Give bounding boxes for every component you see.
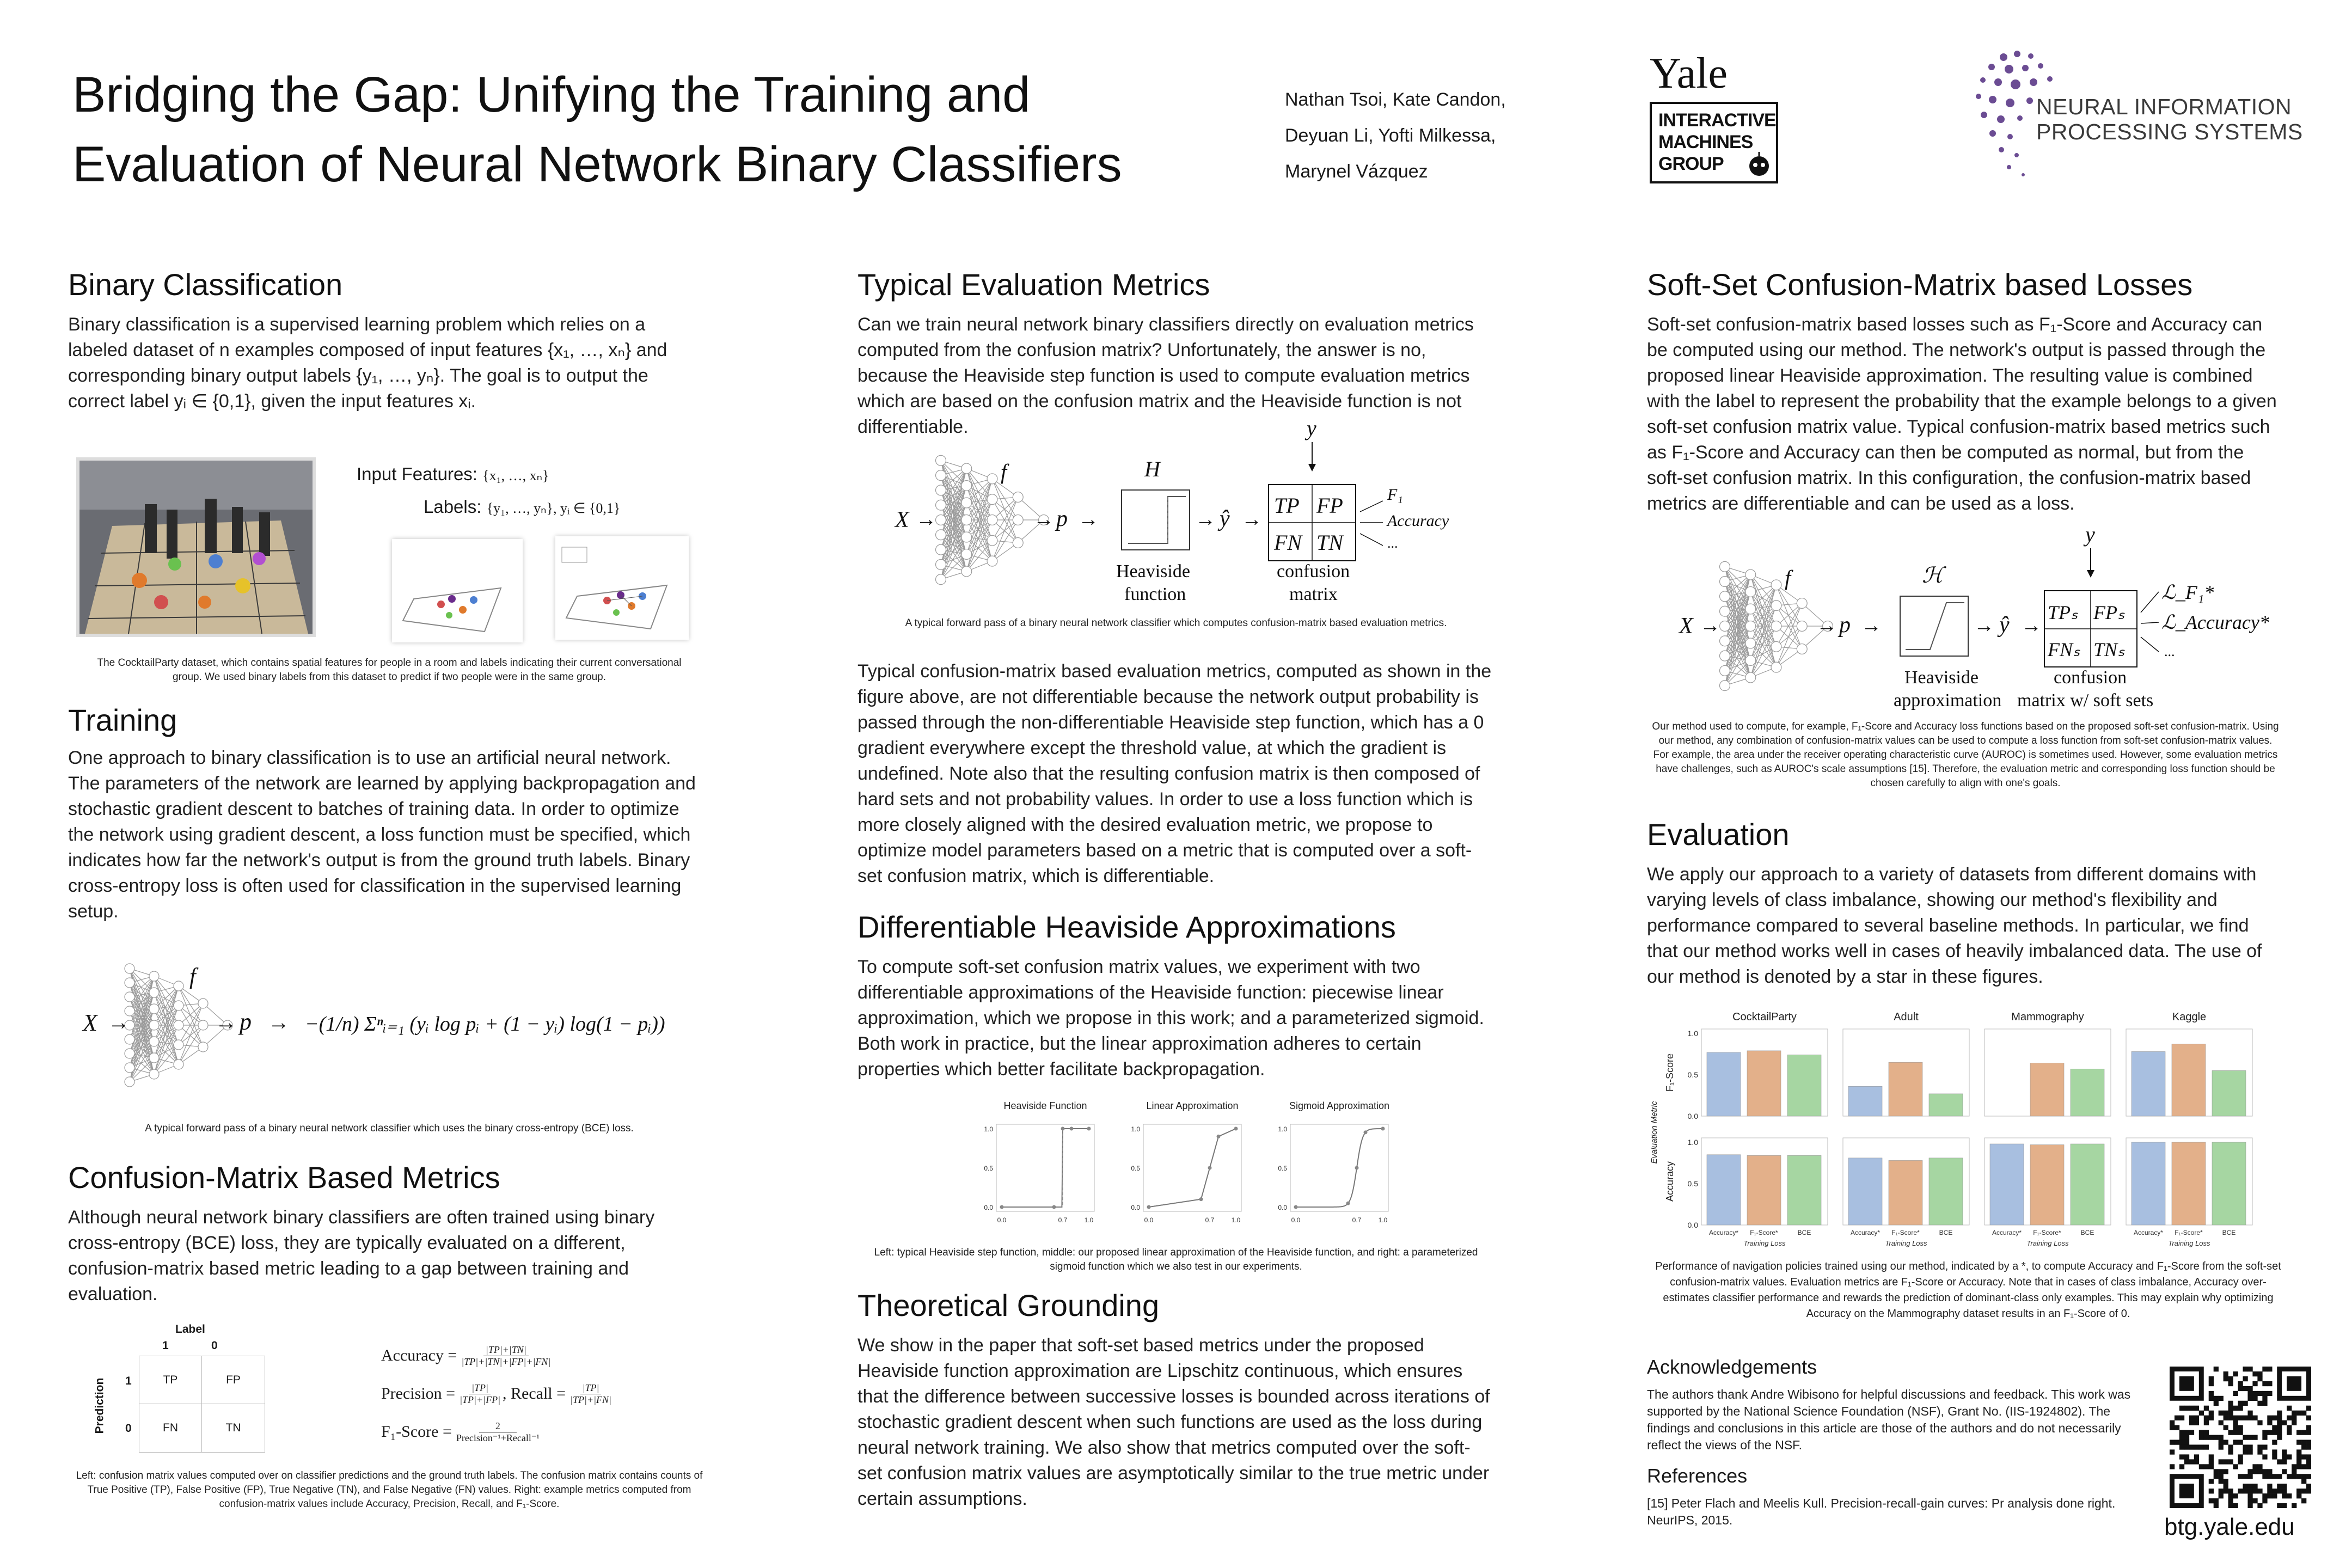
typical-caption: A typical forward pass of a binary neural network classifier which computes confusion-matrix based evaluation metrics. bbox=[905, 617, 1447, 629]
y-tick-label: 0.0 bbox=[984, 1204, 993, 1211]
section-references bbox=[1647, 1465, 2159, 1529]
bar bbox=[2132, 1142, 2165, 1225]
title-line-2: Evaluation of Neural Network Binary Classifiers bbox=[72, 137, 1122, 192]
y-tick-label: 1.0 bbox=[1687, 1029, 1698, 1038]
x-tick-label: 0.0 bbox=[1144, 1216, 1154, 1224]
y-tick-label: 0.0 bbox=[1278, 1204, 1287, 1211]
input-features-math: {x₁, …, xₙ} bbox=[482, 468, 549, 483]
y-tick-label: 0.5 bbox=[1687, 1179, 1698, 1188]
x-tick-label: F₁-Score* bbox=[2175, 1229, 2203, 1236]
input-features-text: Input Features: bbox=[357, 464, 477, 484]
bar bbox=[2030, 1145, 2064, 1225]
x-axis-label: Training Loss bbox=[1743, 1239, 1786, 1247]
training-caption: A typical forward pass of a binary neural network classifier which uses the binary cross-entropy (BCE) loss. bbox=[145, 1123, 634, 1134]
nn-network-icon bbox=[936, 455, 1049, 584]
row-label: Accuracy bbox=[1664, 1161, 1675, 1202]
binary-text: Binary classification is a supervised learning problem which relies on a labeled dataset of n examples composed of input features {x₁, …, xₙ} and corresponding binary output labels {y₁, …, yₙ}. The goal is to output the correct label yᵢ ∈ {0,1}, given the input features xᵢ. bbox=[68, 314, 667, 412]
author-line-3: Marynel Vázquez bbox=[1285, 161, 1428, 182]
recall-num: |TP| bbox=[580, 1382, 602, 1394]
curve-point bbox=[1234, 1127, 1238, 1131]
heaviside-plot-3 bbox=[1278, 1100, 1389, 1224]
training-p-symbol: p bbox=[240, 1008, 252, 1035]
softset-tn: TNₛ bbox=[2093, 639, 2125, 660]
cm-row-0: 0 bbox=[125, 1422, 132, 1435]
typical-tn: TN bbox=[1316, 530, 1343, 555]
bar bbox=[1889, 1160, 1922, 1225]
typical-heaviside-label-2: function bbox=[1124, 584, 1186, 604]
theory-text: We show in the paper that soft-set based metrics under the proposed Heaviside function approximation are Lipschitz continuous, which ensures that the difference between successive losses is bounded across iterations of stochastic gradient descent when such functions are used as the loss during neural network training. We also show that metrics computed over the soft-set confusion matrix values are asymptotically similar to the true metric under certain assumptions. bbox=[857, 1335, 1490, 1509]
binary-heading: Binary Classification bbox=[68, 267, 343, 302]
room-photo-image bbox=[79, 461, 313, 634]
x-tick-label: Accuracy* bbox=[1850, 1229, 1881, 1236]
svg-text:→: → bbox=[1816, 614, 1837, 637]
heaviside-text: To compute soft-set confusion matrix values, we experiment with two differentiable approximations of the Heaviside function: piecewise linear approximation, which we propose in this work; and a parameterized sigmoid. Both work in practice, but the linear approximation adheres to certain properties which better facilitate backpropagation. bbox=[857, 957, 1484, 1080]
training-f-symbol: f bbox=[189, 964, 196, 989]
typical-p-symbol: p bbox=[1056, 506, 1068, 531]
precision-lhs: Precision = bbox=[381, 1385, 456, 1402]
f1-formula bbox=[381, 1413, 686, 1451]
curve-point bbox=[1052, 1205, 1056, 1209]
cm-metrics-caption: Left: confusion matrix values computed over on classifier predictions and the ground truth labels. The confusion matrix contains counts of True Positive (TP), False Positive (FP), True Negative (TN), and False Negative (FN) values. Right: example metrics computed from confusion-matrix values include Accuracy, Precision, Recall, and F₁-Score. bbox=[76, 1470, 703, 1510]
softset-h-symbol: ℋ bbox=[1922, 563, 1944, 587]
x-tick-label: BCE bbox=[2222, 1229, 2236, 1236]
typical-tp: TP bbox=[1274, 493, 1300, 518]
robot-icon bbox=[1745, 151, 1773, 178]
softset-out-acc-loss: ℒ_Accuracy* bbox=[2161, 611, 2269, 633]
heaviside-plot-title: Linear Approximation bbox=[1146, 1100, 1239, 1111]
svg-text:→: → bbox=[1700, 614, 1720, 637]
x-tick-label: 1.0 bbox=[1231, 1216, 1241, 1224]
scatter-thumb-2 bbox=[555, 536, 689, 640]
training-text: One approach to binary classification is to use an artificial neural network. The parameters of the network are learned by applying backpropagation and stochastic gradient descent to batches of training data. In order to optimize the network using gradient descent, a loss function must be specified, which indicates how far the network's output is from the ground truth labels. Binary cross-entropy loss is often used for classification in the supervised learning setup. bbox=[68, 748, 696, 922]
bar bbox=[2030, 1063, 2064, 1116]
curve-point bbox=[1381, 1127, 1385, 1131]
cm-cell-tp: TP bbox=[139, 1356, 202, 1404]
x-tick-label: 1.0 bbox=[1378, 1216, 1388, 1224]
accuracy-den: |TP|+|TN|+|FP|+|FN| bbox=[461, 1356, 551, 1367]
softset-caption: Our method used to compute, for example, F₁-Score and Accuracy loss functions based on the proposed soft-set confusion-matrix. Using our method, any combination of confusion-matrix values can be used to compute a loss function from soft-set confusion-matrix values. For example, the area under the receiver operating characteristic curve (AUROC) is sometimes used. However, some evaluation metrics have challenges, such as AUROC's scale assumptions [15]. Therefore, the evaluation metric and corresponding loss function should be chosen carefully to align with one's goals. bbox=[1652, 721, 2279, 789]
bar bbox=[2071, 1144, 2104, 1225]
x-tick-label: 0.0 bbox=[1291, 1216, 1301, 1224]
y-tick-label: 0.5 bbox=[1278, 1165, 1287, 1172]
x-tick-label: Accuracy* bbox=[2133, 1229, 2164, 1236]
cm-cell-fn: FN bbox=[139, 1404, 202, 1452]
y-tick-label: 0.0 bbox=[1131, 1204, 1140, 1211]
heaviside-heading: Differentiable Heaviside Approximations bbox=[857, 910, 1396, 944]
x-tick-label: BCE bbox=[1797, 1229, 1811, 1236]
qr-code[interactable] bbox=[2170, 1367, 2311, 1508]
curve-point bbox=[1346, 1202, 1350, 1205]
references-text: [15] Peter Flach and Meelis Kull. Precision-recall-gain curves: Pr analysis done right. NeurIPS, 2015. bbox=[1647, 1496, 2116, 1527]
img-box bbox=[1650, 102, 1778, 183]
curve-point bbox=[1061, 1127, 1065, 1131]
y-tick-label: 0.0 bbox=[1687, 1112, 1698, 1120]
neurips-line-1: NEURAL INFORMATION bbox=[2036, 94, 2292, 119]
evaluation-heading: Evaluation bbox=[1647, 817, 1790, 852]
heaviside-plots bbox=[975, 1097, 1432, 1244]
typical-fp: FP bbox=[1316, 493, 1343, 518]
cm-cell-fp: FP bbox=[202, 1356, 265, 1404]
section-theory bbox=[857, 1288, 1494, 1512]
softset-confusion-label-1: confusion bbox=[2054, 667, 2127, 688]
x-tick-label: F₁-Score* bbox=[1750, 1229, 1778, 1236]
softset-heaviside-label-2: approximation bbox=[1894, 690, 2002, 710]
training-heading: Training bbox=[68, 703, 177, 737]
curve-point bbox=[1070, 1127, 1074, 1131]
acknowledgements-text: The authors thank Andre Wibisono for helpful discussions and feedback. This work was supported by the National Science Foundation (NSF), Grant No. (IIS-1924802). The findings and conclusions in this article are those of the authors and do not necessarily reflect the views of the NSF. bbox=[1647, 1387, 2131, 1452]
svg-text:→: → bbox=[268, 1010, 290, 1034]
confusion-matrix-table bbox=[93, 1323, 278, 1470]
x-tick-label: 0.7 bbox=[1205, 1216, 1215, 1224]
bar bbox=[2172, 1142, 2206, 1225]
cm-metrics-text: Although neural network binary classifiers are often trained using binary cross-entropy (BCE) loss, they are typically evaluated on a different, confusion-matrix based metric leading to a gap between training and evaluation. bbox=[68, 1207, 655, 1304]
x-axis-label: Training Loss bbox=[2168, 1239, 2210, 1247]
input-features-label bbox=[357, 464, 549, 485]
section-typical-metrics bbox=[857, 267, 1494, 440]
evaluation-bar-chart bbox=[1647, 1007, 2289, 1258]
bar bbox=[2172, 1044, 2206, 1116]
curve-point bbox=[1087, 1127, 1091, 1131]
cm-prediction-header: Prediction bbox=[93, 1377, 106, 1434]
row-label: F₁-Score bbox=[1664, 1053, 1675, 1092]
plot-frame bbox=[1290, 1124, 1388, 1211]
softset-f-symbol: f bbox=[1785, 566, 1791, 590]
bar bbox=[1848, 1158, 1882, 1225]
bar bbox=[1747, 1155, 1781, 1225]
svg-text:→: → bbox=[1033, 508, 1054, 531]
heaviside-curve bbox=[1149, 1129, 1236, 1207]
typical-heading: Typical Evaluation Metrics bbox=[857, 267, 1210, 302]
typical-diagram bbox=[893, 419, 1492, 610]
curve-point bbox=[1217, 1135, 1221, 1138]
y-tick-label: 1.0 bbox=[1687, 1138, 1698, 1147]
heaviside-curve bbox=[1296, 1129, 1383, 1207]
svg-text:→: → bbox=[108, 1010, 130, 1034]
y-tick-label: 1.0 bbox=[1278, 1125, 1287, 1133]
bar bbox=[1929, 1094, 1963, 1116]
qr-code-image[interactable] bbox=[2170, 1367, 2311, 1508]
y-tick-label: 0.5 bbox=[1131, 1165, 1140, 1172]
softset-x-symbol: X bbox=[1679, 614, 1693, 639]
binary-caption: The CocktailParty dataset, which contains spatial features for people in a room and labels indicating their current conversational group. We used binary labels from this dataset to predict if two people were in the same group. bbox=[97, 657, 682, 683]
section-evaluation bbox=[1647, 817, 2284, 990]
recall-den: |TP|+|FN| bbox=[570, 1394, 612, 1405]
curve-point bbox=[1364, 1130, 1368, 1134]
x-tick-label: 0.0 bbox=[997, 1216, 1007, 1224]
theory-heading: Theoretical Grounding bbox=[857, 1288, 1160, 1322]
bar bbox=[1707, 1155, 1741, 1225]
training-x-symbol: X bbox=[83, 1009, 97, 1036]
section-training bbox=[68, 702, 705, 924]
poster-title bbox=[72, 60, 1243, 199]
svg-text:→: → bbox=[1974, 614, 1994, 637]
x-tick-label: F₁-Score* bbox=[2033, 1229, 2061, 1236]
dataset-title: Mammography bbox=[2011, 1011, 2084, 1023]
typical-yhat-symbol: ŷ bbox=[1220, 506, 1230, 531]
curve-point bbox=[1199, 1197, 1203, 1201]
typical-y-symbol: y bbox=[1307, 419, 1316, 440]
curve-point bbox=[1355, 1166, 1359, 1170]
accuracy-formula bbox=[381, 1337, 686, 1375]
precision-den: |TP|+|FP| bbox=[460, 1394, 501, 1405]
bar bbox=[1889, 1062, 1922, 1116]
softset-confusion-label-2: matrix w/ soft sets bbox=[2017, 690, 2154, 710]
x-tick-label: BCE bbox=[1939, 1229, 1953, 1236]
x-axis-label: Training Loss bbox=[1885, 1239, 1927, 1247]
bar bbox=[1929, 1158, 1963, 1225]
cm-col-0: 0 bbox=[211, 1339, 218, 1352]
typical-confusion-label-1: confusion bbox=[1277, 561, 1350, 581]
x-tick-label: 1.0 bbox=[1084, 1216, 1094, 1224]
f1-num: 2 bbox=[479, 1420, 517, 1432]
curve-point bbox=[1147, 1205, 1151, 1209]
labels-math: {y₁, …, yₙ}, yᵢ ∈ {0,1} bbox=[486, 500, 621, 516]
section-heaviside-approx bbox=[857, 909, 1494, 1082]
section-binary-classification bbox=[68, 267, 705, 414]
metric-formulas bbox=[381, 1337, 686, 1451]
f1-den: Precision⁻¹+Recall⁻¹ bbox=[456, 1432, 540, 1443]
softset-fn: FNₛ bbox=[2048, 639, 2080, 660]
softset-y-symbol: y bbox=[2085, 525, 2095, 547]
labels-text: Labels: bbox=[424, 497, 482, 517]
bar bbox=[2071, 1069, 2104, 1116]
y-tick-label: 1.0 bbox=[1131, 1125, 1140, 1133]
cm-cell-tn: TN bbox=[225, 1422, 241, 1434]
y-tick-label: 0.5 bbox=[1687, 1070, 1698, 1079]
heaviside-plot-1 bbox=[984, 1100, 1094, 1224]
typical-heaviside-label-1: Heaviside bbox=[1116, 561, 1190, 581]
curve-point bbox=[1208, 1166, 1212, 1170]
svg-text:→: → bbox=[1078, 508, 1099, 531]
softset-p-symbol: p bbox=[1839, 612, 1851, 638]
acknowledgements-heading: Acknowledgements bbox=[1647, 1356, 1817, 1378]
training-bce-loss: −(1/n) Σⁿᵢ₌₁ (yᵢ log pᵢ + (1 − yᵢ) log(1 − pᵢ)) bbox=[305, 1013, 665, 1036]
scatter-thumb-1 bbox=[392, 539, 523, 642]
bar bbox=[1990, 1144, 2024, 1225]
yale-wordmark: Yale bbox=[1650, 50, 1728, 97]
softset-out-more: ... bbox=[2164, 644, 2175, 659]
img-line-3: GROUP bbox=[1658, 154, 1724, 174]
bar bbox=[1707, 1052, 1741, 1116]
y-tick-label: 1.0 bbox=[984, 1125, 993, 1133]
author-line-2: Deyuan Li, Yofti Milkessa, bbox=[1285, 125, 1496, 146]
training-diagram bbox=[76, 945, 702, 1108]
bar bbox=[2212, 1142, 2246, 1225]
img-line-2: MACHINES bbox=[1658, 132, 1753, 152]
accuracy-lhs: Accuracy = bbox=[381, 1346, 457, 1364]
cm-row-1: 1 bbox=[125, 1375, 132, 1387]
heaviside-caption: Left: typical Heaviside step function, middle: our proposed linear approximation of the Heaviside function, and right: a parameterized sigmoid function which we also test in our experiments. bbox=[874, 1247, 1478, 1272]
heaviside-plot-2 bbox=[1131, 1100, 1241, 1224]
svg-text:→: → bbox=[1241, 508, 1262, 531]
footer-url[interactable]: btg.yale.edu bbox=[2164, 1514, 2295, 1540]
references-heading: References bbox=[1647, 1465, 1748, 1487]
bar bbox=[1747, 1051, 1781, 1116]
softset-heading: Soft-Set Confusion-Matrix based Losses bbox=[1647, 267, 2193, 302]
typical-f-symbol: f bbox=[1001, 460, 1007, 484]
x-tick-label: 0.7 bbox=[1352, 1216, 1362, 1224]
softset-yhat-symbol: ŷ bbox=[1999, 612, 2010, 638]
f1-lhs: F₁-Score = bbox=[381, 1423, 452, 1441]
cocktailparty-photo bbox=[76, 457, 316, 637]
x-tick-label: Accuracy* bbox=[1992, 1229, 2022, 1236]
softset-tp: TPₛ bbox=[2048, 602, 2078, 623]
bar bbox=[1787, 1155, 1821, 1225]
svg-text:→: → bbox=[1195, 508, 1216, 531]
x-tick-label: F₁-Score* bbox=[1891, 1229, 1920, 1236]
dataset-title: Kaggle bbox=[2172, 1011, 2207, 1023]
softset-heaviside-label-1: Heaviside bbox=[1904, 667, 1979, 688]
dataset-title: Adult bbox=[1894, 1011, 1919, 1023]
author-line-1: Nathan Tsoi, Kate Candon, bbox=[1285, 89, 1506, 110]
title-line-1: Bridging the Gap: Unifying the Training and bbox=[72, 67, 1031, 122]
x-axis-label: Training Loss bbox=[2026, 1239, 2069, 1247]
bar bbox=[1848, 1086, 1882, 1116]
typical-text: Can we train neural network binary classifiers directly on evaluation metrics computed from the confusion matrix? Unfortunately, the answer is no, because the Heaviside step function is used to compute evaluation metrics which are based on the confusion matrix and the Heaviside function is not differentiable. bbox=[857, 314, 1474, 437]
section-cm-metrics bbox=[68, 1160, 705, 1307]
heaviside-plot-title: Sigmoid Approximation bbox=[1289, 1100, 1390, 1111]
section-softset bbox=[1647, 267, 2284, 517]
typical-out-more: ... bbox=[1387, 535, 1398, 551]
x-tick-label: 0.7 bbox=[1058, 1216, 1068, 1224]
svg-text:→: → bbox=[1861, 614, 1882, 637]
dataset-title: CocktailParty bbox=[1732, 1011, 1797, 1023]
plot-frame bbox=[996, 1124, 1094, 1211]
typical-text-2: Typical confusion-matrix based evaluation metrics, computed as shown in the figure above, are not differentiable because the network output probability is passed through the non-differentiable Heaviside step function, which has a 0 gradient everywhere except the threshold value, at which the gradient is undefined. Note also that the resulting confusion matrix is then composed of hard sets and not probability values. In order to use a loss function which is more closely aligned with the desired evaluation metric, we propose to optimize model parameters based on a metric that is computed over a soft-set confusion matrix, which is differentiable. bbox=[857, 661, 1492, 886]
precision-num: |TP| bbox=[469, 1382, 491, 1394]
typical-out-f1: F₁ bbox=[1387, 486, 1403, 504]
y-tick-label: 0.5 bbox=[984, 1165, 993, 1172]
bar bbox=[2212, 1070, 2246, 1116]
accuracy-num: |TP|+|TN| bbox=[483, 1344, 529, 1356]
plot-frame bbox=[1143, 1124, 1241, 1211]
softset-diagram bbox=[1677, 525, 2276, 716]
authors bbox=[1285, 82, 1557, 189]
x-tick-label: BCE bbox=[2080, 1229, 2094, 1236]
img-line-1: INTERACTIVE bbox=[1658, 110, 1776, 131]
cm-label-header: Label bbox=[175, 1323, 205, 1336]
recall-lhs: , Recall = bbox=[503, 1385, 566, 1402]
heaviside-curve bbox=[1002, 1129, 1089, 1207]
y-axis-label: Evaluation Metric bbox=[1650, 1101, 1659, 1164]
evaluation-text: We apply our approach to a variety of datasets from different domains with varying levels of class imbalance, showing our method's flexibility and performance compared to several baseline methods. In particular, we find that our method works well in cases of heavily imbalanced data. The use of our method is denoted by a star in these figures. bbox=[1647, 864, 2262, 987]
heaviside-plot-title: Heaviside Function bbox=[1003, 1100, 1087, 1111]
y-tick-label: 0.0 bbox=[1687, 1221, 1698, 1229]
typical-x-symbol: X bbox=[895, 507, 909, 532]
softset-text: Soft-set confusion-matrix based losses such as F₁-Score and Accuracy can be computed using our method. The network's output is passed through the proposed linear Heaviside approximation. The resulting value is combined with the label to represent the probability that the example belongs to a given soft-set confusion matrix value. Typical confusion-matrix based metrics such as F₁-Score and Accuracy can then be computed as normal, but from the soft-set confusion matrix. In this configuration, the confusion-matrix based metrics are differentiable and can be used as a loss. bbox=[1647, 314, 2277, 514]
evaluation-caption: Performance of navigation policies trained using our method, indicated by a *, to compute Accuracy and F₁-Score from the soft-set confusion-matrix values. Evaluation metrics are F₁-Score or Accuracy. Note that in cases of class imbalance, Accuracy over-estimates classifier performance and rewards the prediction of dominant-class only examples. This may explain why optimizing Accuracy on the Mammography dataset results in an F₁-Score of 0. bbox=[1655, 1260, 2281, 1320]
cm-metrics-heading: Confusion-Matrix Based Metrics bbox=[68, 1160, 500, 1195]
softset-out-f1-loss: ℒ_F₁* bbox=[2161, 581, 2214, 603]
x-tick-label: Accuracy* bbox=[1708, 1229, 1739, 1236]
curve-point bbox=[1294, 1205, 1298, 1209]
yale-img-logo bbox=[1650, 52, 1797, 188]
labels-label bbox=[424, 497, 620, 517]
svg-text:→: → bbox=[916, 508, 936, 531]
neurips-logo bbox=[1971, 46, 2319, 199]
svg-text:→: → bbox=[215, 1010, 237, 1034]
typical-confusion-label-2: matrix bbox=[1289, 584, 1338, 604]
section-acknowledgements bbox=[1647, 1356, 2159, 1454]
bar bbox=[2132, 1051, 2165, 1116]
svg-text:→: → bbox=[2021, 614, 2042, 637]
curve-point bbox=[1000, 1205, 1004, 1209]
cm-col-1: 1 bbox=[162, 1339, 169, 1352]
typical-out-accuracy: Accuracy bbox=[1387, 512, 1449, 530]
bar bbox=[1787, 1055, 1821, 1116]
typical-fn: FN bbox=[1274, 530, 1302, 555]
softset-fp: FPₛ bbox=[2093, 602, 2125, 623]
precision-recall-formula bbox=[381, 1375, 686, 1413]
neurips-line-2: PROCESSING SYSTEMS bbox=[2036, 119, 2303, 144]
typical-h-symbol: H bbox=[1144, 457, 1160, 481]
